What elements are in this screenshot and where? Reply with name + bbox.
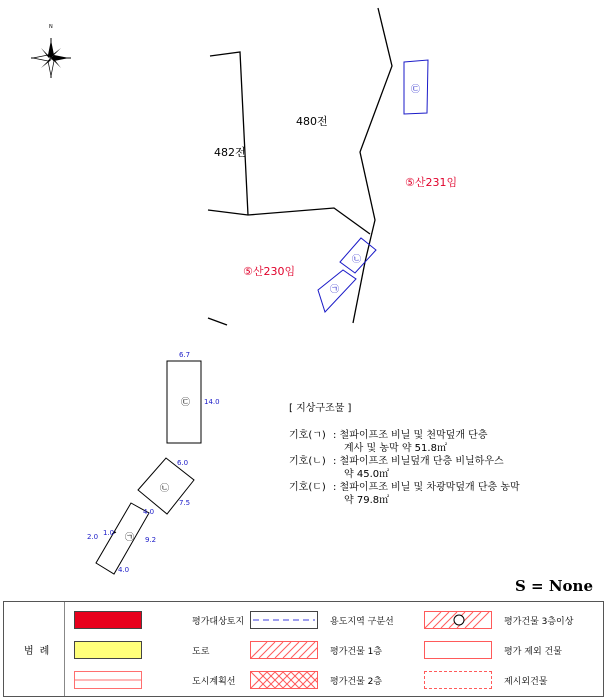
symbol-lower-nieun: ㉡ — [160, 484, 170, 494]
legend-item-building-3f — [424, 610, 573, 630]
legend-item-planning-line — [74, 670, 235, 690]
legend-item-road — [74, 640, 209, 660]
legend-title: 범례 — [24, 646, 56, 657]
dim-digeut-width: 6.7 — [179, 351, 191, 359]
swatch-subject-land — [74, 611, 142, 629]
symbol-lower-giyeok: ㉠ — [125, 533, 135, 543]
swatch-planning-line — [74, 671, 142, 689]
swatch-building-3f — [424, 611, 492, 629]
note-line1: : 철파이프조 비닐 및 차광막덮개 단층 농막 — [333, 482, 520, 493]
legend-label: 용도지역 구분선 — [330, 616, 394, 627]
legend-divider — [64, 602, 65, 696]
note-line2: 약 45.0㎡ — [344, 469, 390, 480]
legend-label: 평가건물 2층 — [330, 676, 383, 687]
note-line2: 계사 및 농막 약 51.8㎡ — [344, 443, 447, 454]
note-key: 기호(ㄴ) — [289, 456, 326, 467]
structure-note-nieun — [289, 455, 520, 481]
legend-label: 평가건물 3층이상 — [504, 616, 574, 627]
swatch-excluded-building — [424, 641, 492, 659]
legend-item-building-1f — [250, 640, 382, 660]
parcel-label-482: 482전 — [214, 146, 246, 159]
legend-label: 평가 제외 건물 — [504, 646, 562, 657]
dim-nieun-length: 7.5 — [179, 499, 191, 507]
swatch-extra-building — [424, 671, 492, 689]
dim-giyeok-width: 4.0 — [143, 508, 155, 516]
legend-item-building-2f — [250, 670, 382, 690]
legend — [3, 601, 604, 697]
dim-giyeok-bottom: 4.0 — [118, 566, 130, 574]
parcel-boundaries — [208, 8, 392, 325]
legend-label: 도로 — [192, 646, 210, 657]
note-key: 기호(ㄷ) — [289, 482, 326, 493]
symbol-upper-giyeok: ㉠ — [330, 285, 340, 295]
structure-note-digeut — [289, 481, 520, 507]
swatch-building-2f — [250, 671, 318, 689]
symbol-upper-digeut: ㉢ — [411, 85, 421, 95]
note-line1: : 철파이프조 비닐 및 천막덮개 단층 — [333, 430, 488, 441]
building-lower-giyeok — [96, 503, 149, 574]
legend-item-zoning-line — [250, 610, 394, 630]
legend-item-subject-land — [74, 610, 244, 630]
compass-north-label: N — [49, 24, 53, 30]
note-line2: 약 79.8㎡ — [344, 495, 390, 506]
swatch-road — [74, 641, 142, 659]
dim-ext-b: 1.0 — [103, 529, 115, 537]
legend-label: 제시외건물 — [504, 676, 548, 687]
structure-note-giyeok — [289, 429, 520, 455]
note-line1: : 철파이프조 비닐덮개 단층 비닐하우스 — [333, 456, 504, 467]
note-key: 기호(ㄱ) — [289, 430, 326, 441]
symbol-lower-digeut: ㉢ — [181, 398, 191, 408]
symbol-upper-nieun: ㉡ — [352, 255, 362, 265]
legend-label: 도시계획선 — [192, 676, 236, 687]
legend-item-extra-building — [424, 670, 547, 690]
parcel-label-480: 480전 — [296, 115, 328, 128]
parcel-label-230: ⑤산230임 — [243, 265, 296, 278]
swatch-zoning-line — [250, 611, 318, 629]
legend-label: 평가건물 1층 — [330, 646, 383, 657]
structure-notes — [289, 402, 520, 507]
dim-ext-a: 2.0 — [87, 533, 99, 541]
compass-rose-icon — [31, 38, 71, 78]
parcel-label-231: ⑤산231임 — [405, 176, 458, 189]
dim-giyeok-length: 9.2 — [145, 536, 157, 544]
swatch-building-1f — [250, 641, 318, 659]
legend-item-excluded-building — [424, 640, 562, 660]
scale-text: S = None — [515, 577, 594, 595]
dim-digeut-length: 14.0 — [204, 398, 220, 406]
structure-notes-title: [ 지상구조물 ] — [289, 403, 352, 414]
legend-label: 평가대상토지 — [192, 616, 245, 627]
dim-nieun-width: 6.0 — [177, 459, 189, 467]
